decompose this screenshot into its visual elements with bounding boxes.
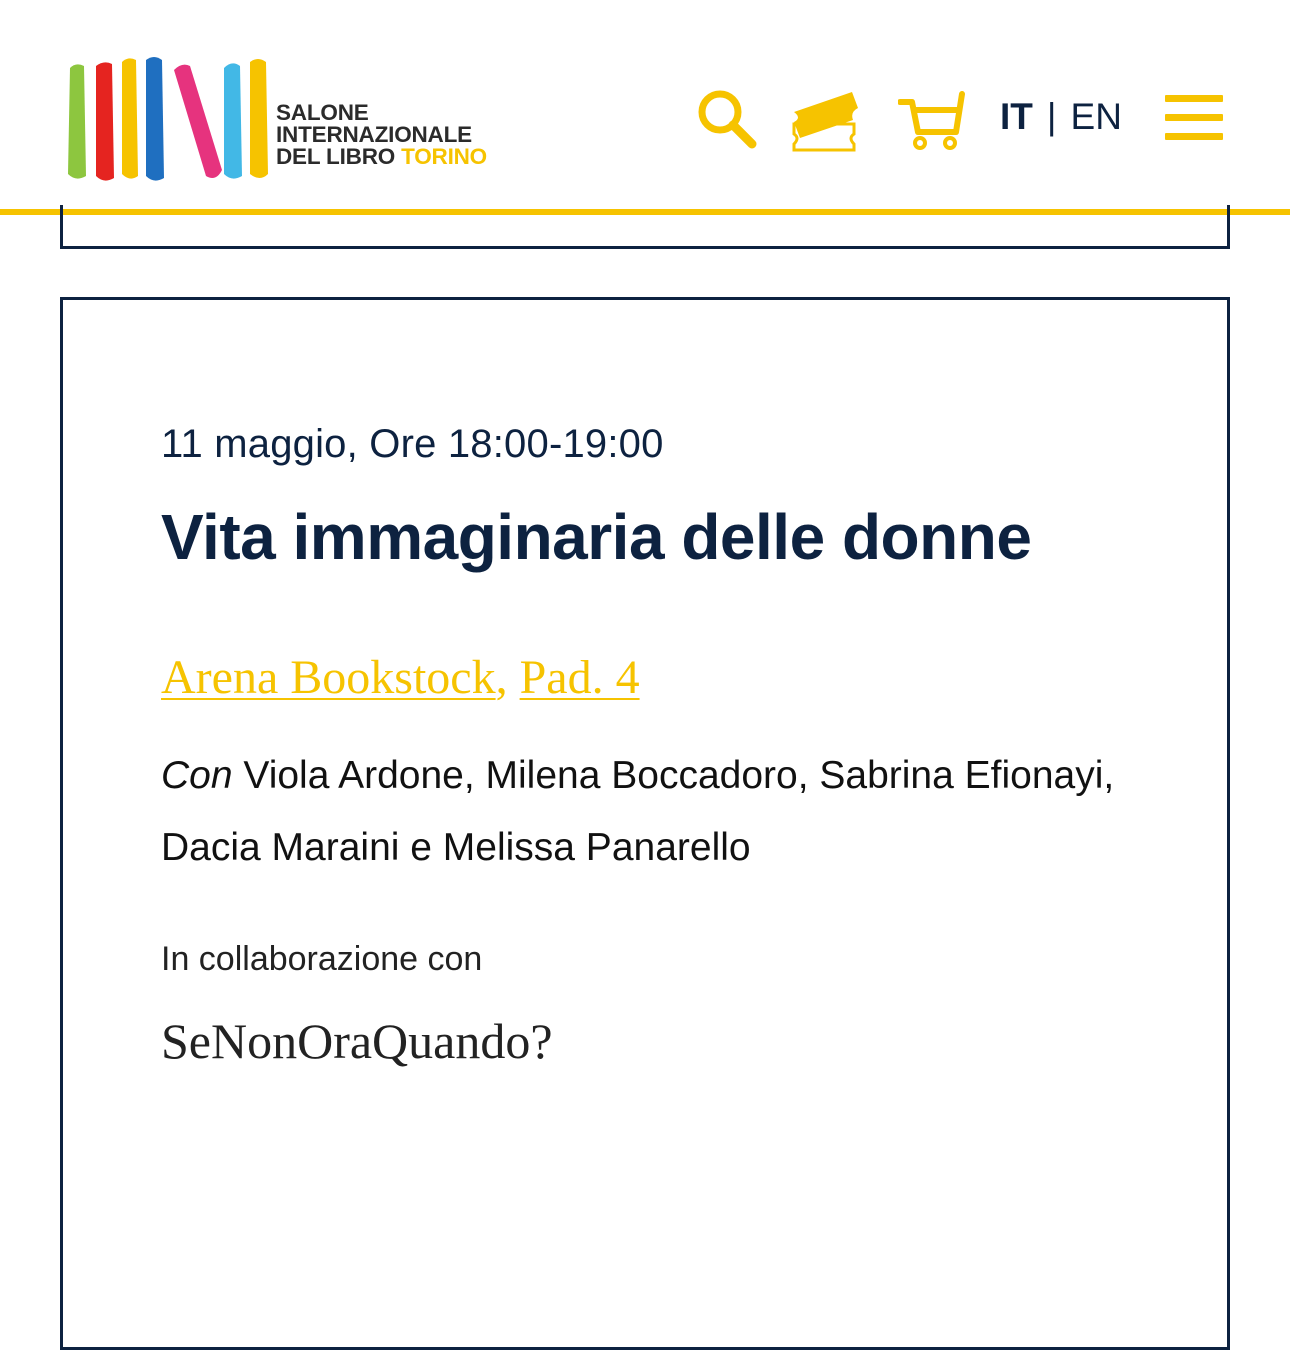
hamburger-menu-button[interactable]: [1165, 94, 1225, 144]
logo-wordmark: [276, 102, 487, 168]
cart-button[interactable]: [898, 88, 968, 152]
event-location: [161, 650, 640, 705]
cart-icon: [898, 88, 968, 152]
lang-en-link[interactable]: EN: [1070, 96, 1122, 137]
logo-book-spines-icon: [62, 54, 274, 184]
lang-separator: |: [1046, 96, 1057, 137]
event-speakers: [161, 740, 1141, 884]
search-button[interactable]: [696, 88, 758, 150]
speakers-list: Viola Ardone, Milena Boccadoro, Sabrina Efionayi, Dacia Maraini e Melissa Panarello: [161, 754, 1115, 869]
logo-line-3: [276, 146, 487, 168]
event-date: 11 maggio, Ore 18:00-19:00: [161, 422, 664, 466]
hamburger-menu-icon-bar: [1165, 133, 1223, 140]
event-card: [60, 297, 1230, 1350]
ticket-icon: [790, 88, 862, 152]
logo-line-2: INTERNAZIONALE: [276, 122, 472, 147]
collaboration-label: In collaborazione con: [161, 940, 483, 978]
logo-line-3-prefix: DEL LIBRO: [276, 144, 402, 169]
logo-line-3-accent: TORINO: [401, 144, 487, 169]
speakers-label: Con: [161, 754, 233, 797]
lang-it-link[interactable]: IT: [1000, 96, 1033, 137]
venue-separator: ,: [495, 651, 508, 704]
pavilion-link[interactable]: Pad. 4: [519, 651, 640, 704]
previous-event-card: [60, 205, 1230, 249]
hamburger-menu-icon-bar: [1165, 114, 1223, 121]
site-logo[interactable]: [62, 54, 502, 184]
hamburger-menu-icon-bar: [1165, 95, 1223, 102]
event-title: Vita immaginaria delle donne: [161, 501, 1032, 573]
venue-link[interactable]: Arena Bookstock: [161, 651, 496, 704]
site-header: [0, 0, 1290, 210]
search-icon: [696, 88, 758, 150]
logo-line-1: SALONE: [276, 100, 369, 125]
language-switcher: [1000, 94, 1122, 140]
tickets-button[interactable]: [790, 88, 862, 152]
collaboration-partner: SeNonOraQuando?: [161, 1013, 553, 1069]
